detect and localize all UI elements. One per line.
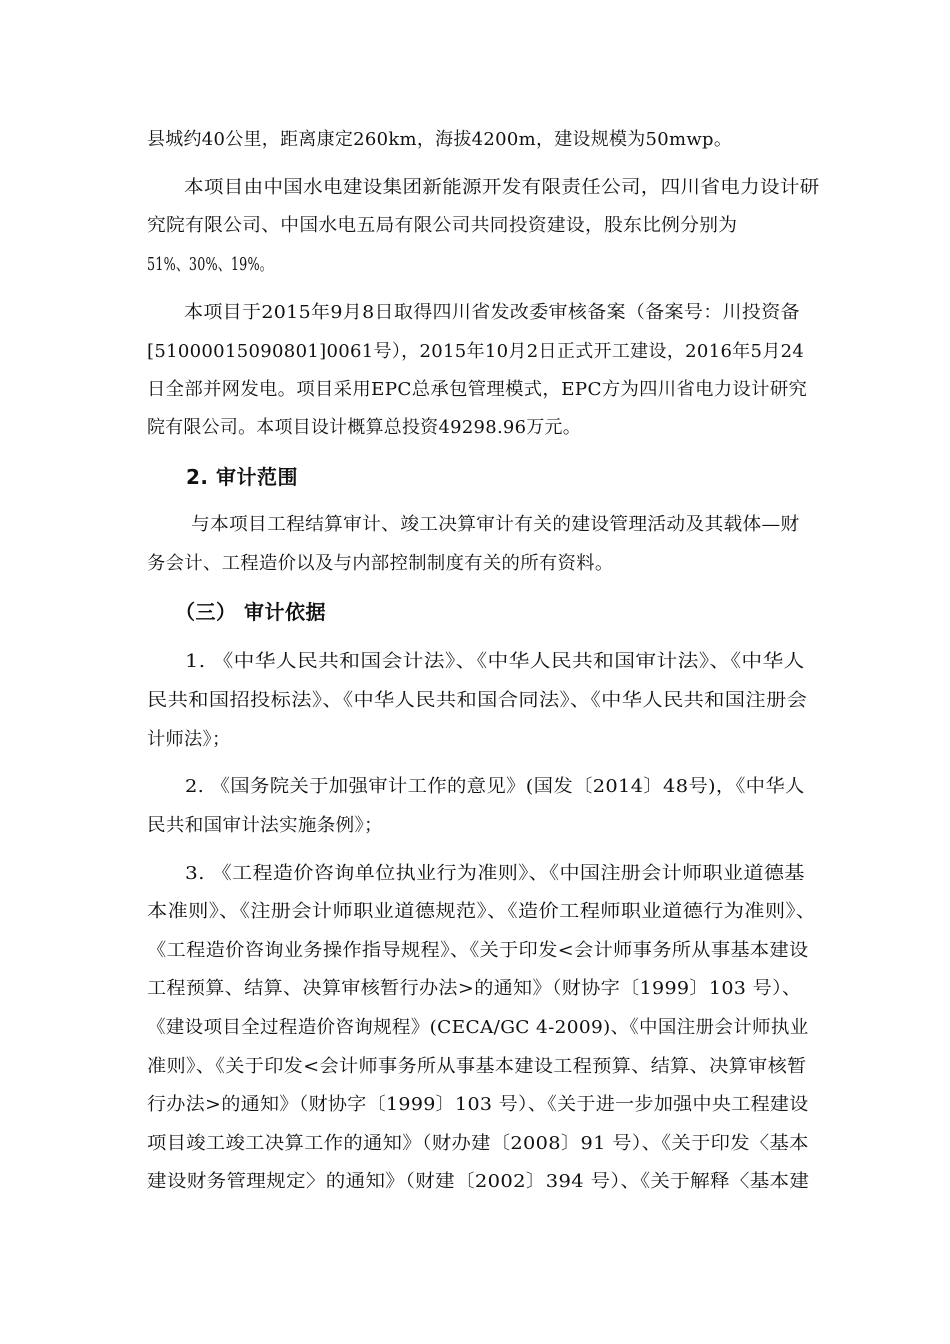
body-line: 项目竣工竣工决算工作的通知》（财办建〔2008〕91 号）、《关于印发〈基本	[147, 1133, 809, 1154]
body-line: 《建设项目全过程造价咨询规程》(CECA/GC 4-2009)、《中国注册会计师执业	[147, 1017, 809, 1038]
body-line: 3. 《工程造价咨询单位执业行为准则》、《中国注册会计师职业道德基	[185, 863, 805, 884]
body-line: 《工程造价咨询业务操作指导规程》、《关于印发<会计师事务所从事基本建设	[147, 940, 809, 961]
body-line: 本项目于2015年9月8日取得四川省发改委审核备案（备案号：川投资备	[184, 302, 800, 323]
body-line: 究院有限公司、中国水电五局有限公司共同投资建设，股东比例分别为	[147, 215, 738, 236]
body-line: 工程预算、结算、决算审核暂行办法>的通知》（财协字〔1999〕103 号）、	[147, 978, 802, 999]
body-line: 院有限公司。本项目设计概算总投资49298.96万元。	[147, 417, 581, 438]
body-line: 务会计、工程造价以及与内部控制制度有关的所有资料。	[147, 553, 614, 574]
body-line: 准则》、《关于印发<会计师事务所从事基本建设工程预算、结算、决算审核暂	[147, 1056, 807, 1077]
section-heading-audit-scope: 2. 审计范围	[186, 465, 298, 489]
body-line: 51%、30%、19%。	[147, 254, 273, 275]
section-heading-audit-basis: （三） 审计依据	[175, 600, 326, 624]
body-line: 本项目由中国水电建设集团新能源开发有限责任公司，四川省电力设计研	[184, 177, 820, 198]
body-line: 1. 《中华人民共和国会计法》、《中华人民共和国审计法》、《中华人	[185, 651, 805, 672]
body-line: 日全部并网发电。项目采用EPC总承包管理模式，EPC方为四川省电力设计研究	[147, 379, 808, 400]
body-line: 本准则》、《注册会计师职业道德规范》、《造价工程师职业道德行为准则》、	[147, 901, 817, 922]
body-line: 计师法》；	[147, 729, 231, 750]
body-line: 行办法>的通知》（财协字〔1999〕103 号）、《关于进一步加强中央工程建设	[147, 1094, 809, 1115]
body-line: 2. 《国务院关于加强审计工作的意见》(国发〔2014〕48号)，《中华人	[185, 776, 805, 797]
body-line: 与本项目工程结算审计、竣工决算审计有关的建设管理活动及其载体—财	[191, 514, 800, 535]
body-line: 民共和国审计法实施条例》；	[147, 815, 383, 836]
body-line: 民共和国招投标法》、《中华人民共和国合同法》、《中华人民共和国注册会	[147, 690, 808, 711]
body-line: [51000015090801]0061号），2015年10月2日正式开工建设，2016年5月24	[147, 341, 805, 362]
body-line: 建设财务管理规定〉的通知》（财建〔2002〕394 号）、《关于解释〈基本建	[147, 1171, 810, 1192]
body-line: 县城约40公里，距离康定260km，海拔4200m，建设规模为50mwp。	[147, 129, 733, 150]
